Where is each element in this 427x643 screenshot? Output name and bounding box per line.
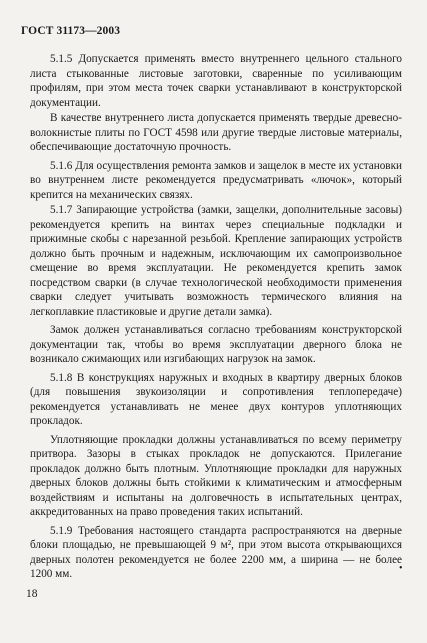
paragraph-seal-gaskets: Уплотняющие прокладки должны устанавливаться по всему периметру притвора. Зазоры в стыках прокладок не допускаются. Прилегание прокладок должно быть плотным. Уплотняющие прокладки для наружных дверных блоков должны быть стойкими к климатическим и атмосферным воздействиям и испытаны на долговечность в испытательных центрах, аккредитованных на право проведения таких испытаний. (30, 433, 402, 518)
paragraph-5-1-6: 5.1.6 Для осуществления ремонта замков и защелок в месте их установки во внутреннем листе рекомендуется предусматривать «лючок», который крепится на механических связях. (30, 159, 402, 201)
page-number: 18 (26, 588, 38, 600)
paragraph-5-1-5: 5.1.5 Допускается применять вместо внутреннего цельного стального листа стыкованные листовые заготовки, сваренные по усиливающим профилям, при этом места точек сварки устанавливают в конструкторской документации. (30, 53, 402, 109)
paragraph-5-1-7: 5.1.7 Запирающие устройства (замки, защелки, дополнительные засовы) рекомендуется крепить на винтах через специальные подкладки и прижимные скобы с нарезанной резьбой. Крепление запирающих устройств должно быть прочным и надежным, исключающим их самопроизвольное смещение во время эксплуатации. Не рекомендуется крепить замок посредством сварки (в случае технологической необходимости применения сварки следует учитывать возможность термического влияния на легкоплавкие пластиковые и другие детали замка). (30, 204, 402, 318)
page-header: ГОСТ 31173—2003 (21, 25, 121, 37)
paragraph-inner-sheet: В качестве внутреннего листа допускается применять твердые древесно-волокнистые плиты по ГОСТ 4598 или другие твердые листовые материалы, обеспечивающие достаточную прочность. (30, 112, 402, 153)
paragraph-lock-installation: Замок должен устанавливаться согласно требованиям конструкторской документации так, чтобы во время эксплуатации дверного блока не возникало сжимающих или изгибающих нагрузок на замок. (30, 324, 402, 365)
paragraph-5-1-8: 5.1.8 В конструкциях наружных и входных в квартиру дверных блоков (для повышения звукоизоляции и сопротивления теплопередаче) рекомендуется устанавливать не менее двух контуров уплотняющих прокладок. (30, 371, 402, 427)
paragraph-5-1-9: 5.1.9 Требования настоящего стандарта распространяются на дверные блоки площадью, не превышающей 9 м², при этом высота открывающихся дверных полотен рекомендуется не более 2200 мм, а ширина — не более 1200 мм. (30, 524, 402, 580)
margin-mark: • (399, 563, 403, 574)
body-text (30, 52, 402, 586)
